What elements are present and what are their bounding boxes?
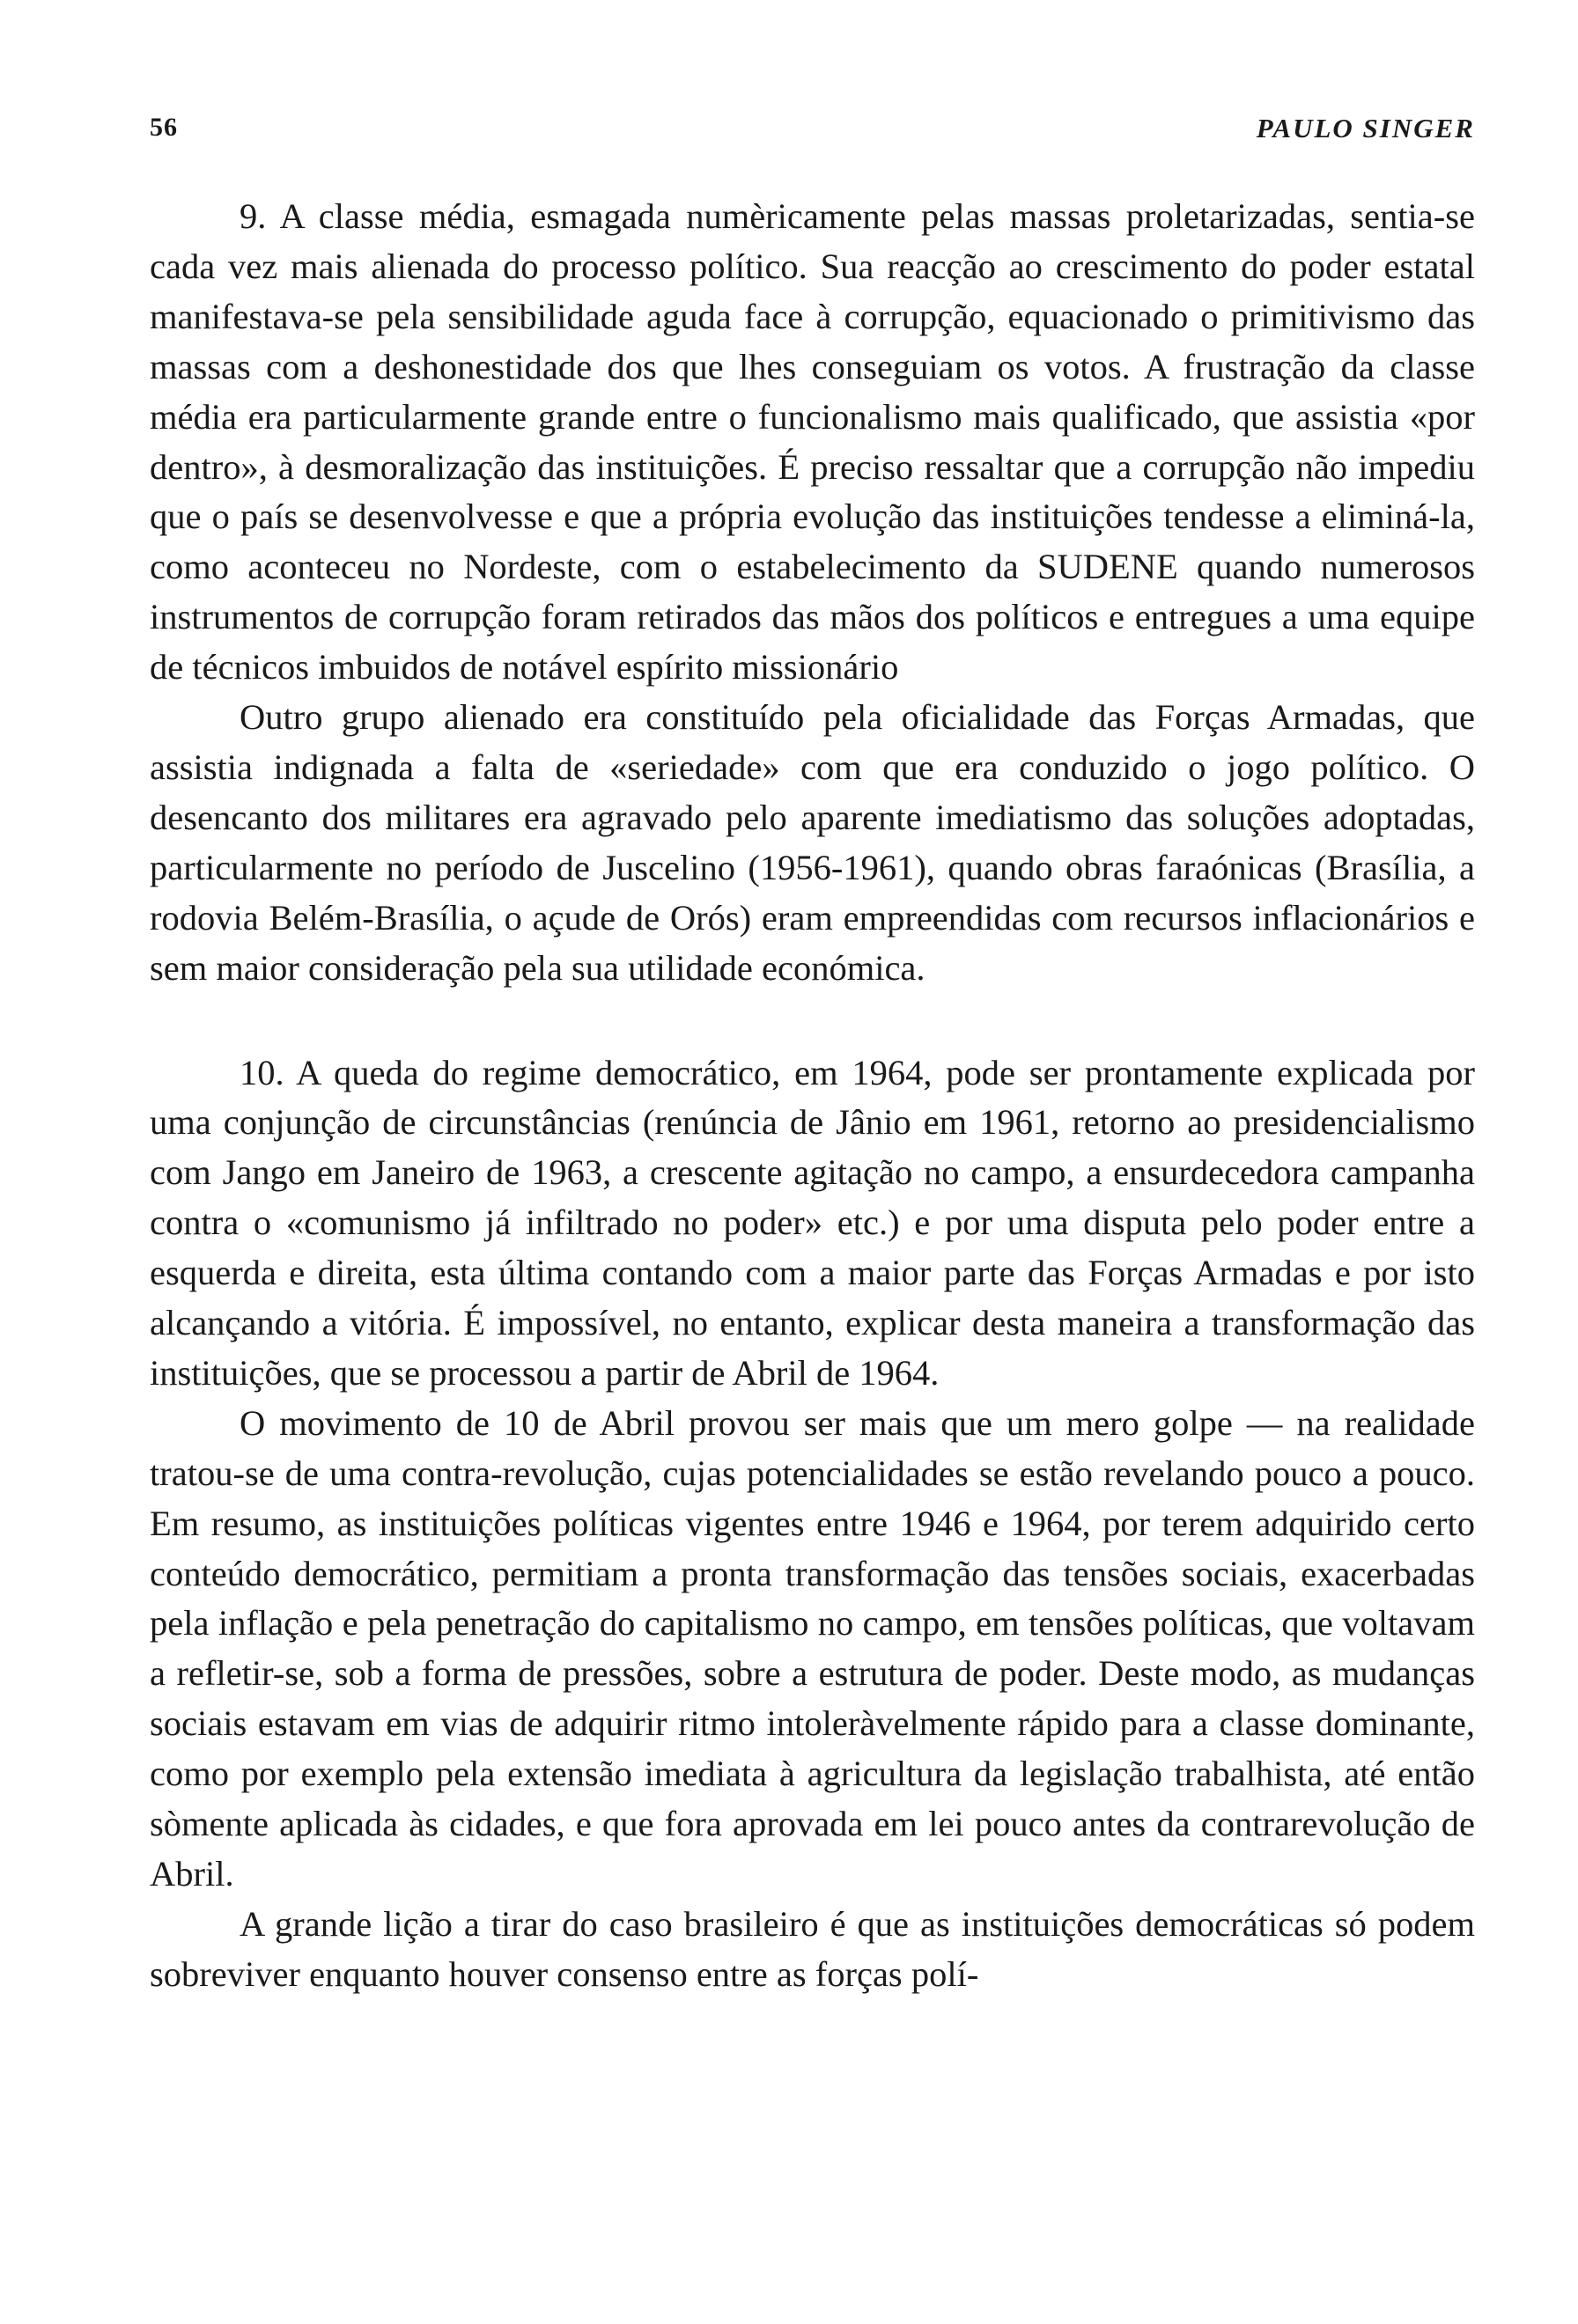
paragraph-section-10-1: 10. A queda do regime democrático, em 1964, pode ser prontamente explicada por uma conjunção de circunstâncias (renúncia de Jânio em 1961, retorno ao presidencialismo com Jango em Janeiro de 1963, a crescente agitação no campo, a ensurdecedora campanha contra o «comunismo já infiltrado no poder» etc.) e por uma disputa pelo poder entre a esquerda e direita, esta última contando com a maior parte das Forças Armadas e por isto alcançando a vitória. É impossível, no entanto, explicar desta maneira a transformação das instituições, que se processou a partir de Abril de 1964.	[150, 1052, 1475, 1393]
running-head	[150, 113, 1475, 157]
paragraph-section-9-1: 9. A classe média, esmagada numèricamente pelas massas proletarizadas, sentia-se cada vez mais alienada do processo político. Sua reacção ao crescimento do poder estatal manifestava-se pela sensibilidade aguda face à corrupção, equacionado o primitivismo das massas com a deshonestidade dos que lhes conseguiam os votos. A frustração da classe média era particularmente grande entre o funcionalismo mais qualificado, que assistia «por dentro», à desmoralização das instituições. É preciso ressaltar que a corrupção não impediu que o país se desenvolvesse e que a própria evolução das instituições tendesse a eliminá-la, como aconteceu no Nordeste, com o estabelecimento da SUDENE quando numerosos instrumentos de corrupção foram retirados das mãos dos políticos e entregues a uma equipe de técnicos imbuidos de notável espírito missionário	[150, 196, 1475, 688]
body-text	[150, 192, 1475, 2000]
paragraph-section-10-3: A grande lição a tirar do caso brasileiro é que as instituições democráticas só podem sobreviver enquanto houver consenso entre as forças polí-	[150, 1903, 1475, 1994]
page-number: 56	[150, 113, 178, 142]
paragraph-section-9-2: Outro grupo alienado era constituído pela oficialidade das Forças Armadas, que assistia indignada a falta de «seriedade» com que era conduzido o jogo político. O desencanto dos militares era agravado pelo aparente imediatismo das soluções adoptadas, particularmente no período de Juscelino (1956-1961), quando obras faraónicas (Brasília, a rodovia Belém-Brasília, o açude de Orós) eram empreendidas com recursos inflacionários e sem maior consideração pela sua utilidade económica.	[150, 697, 1475, 988]
running-title: PAULO SINGER	[1256, 113, 1475, 143]
paragraph-section-10-2: O movimento de 10 de Abril provou ser mais que um mero golpe — na realidade tratou-se de uma contra-revolução, cujas potencialidades se estão revelando pouco a pouco. Em resumo, as instituições políticas vigentes entre 1946 e 1964, por terem adquirido certo conteúdo democrático, permitiam a pronta transformação das tensões sociais, exacerbadas pela inflação e pela penetração do capitalismo no campo, em tensões políticas, que voltavam a refletir-se, sob a forma de pressões, sobre a estrutura de poder. Deste modo, as mudanças sociais estavam em vias de adquirir ritmo intoleràvelmente rápido para a classe dominante, como por exemplo pela extensão imediata à agricultura da legislação trabalhista, até então sòmente aplicada às cidades, e que fora aprovada em lei pouco antes da contrarevolução de Abril.	[150, 1402, 1475, 1894]
